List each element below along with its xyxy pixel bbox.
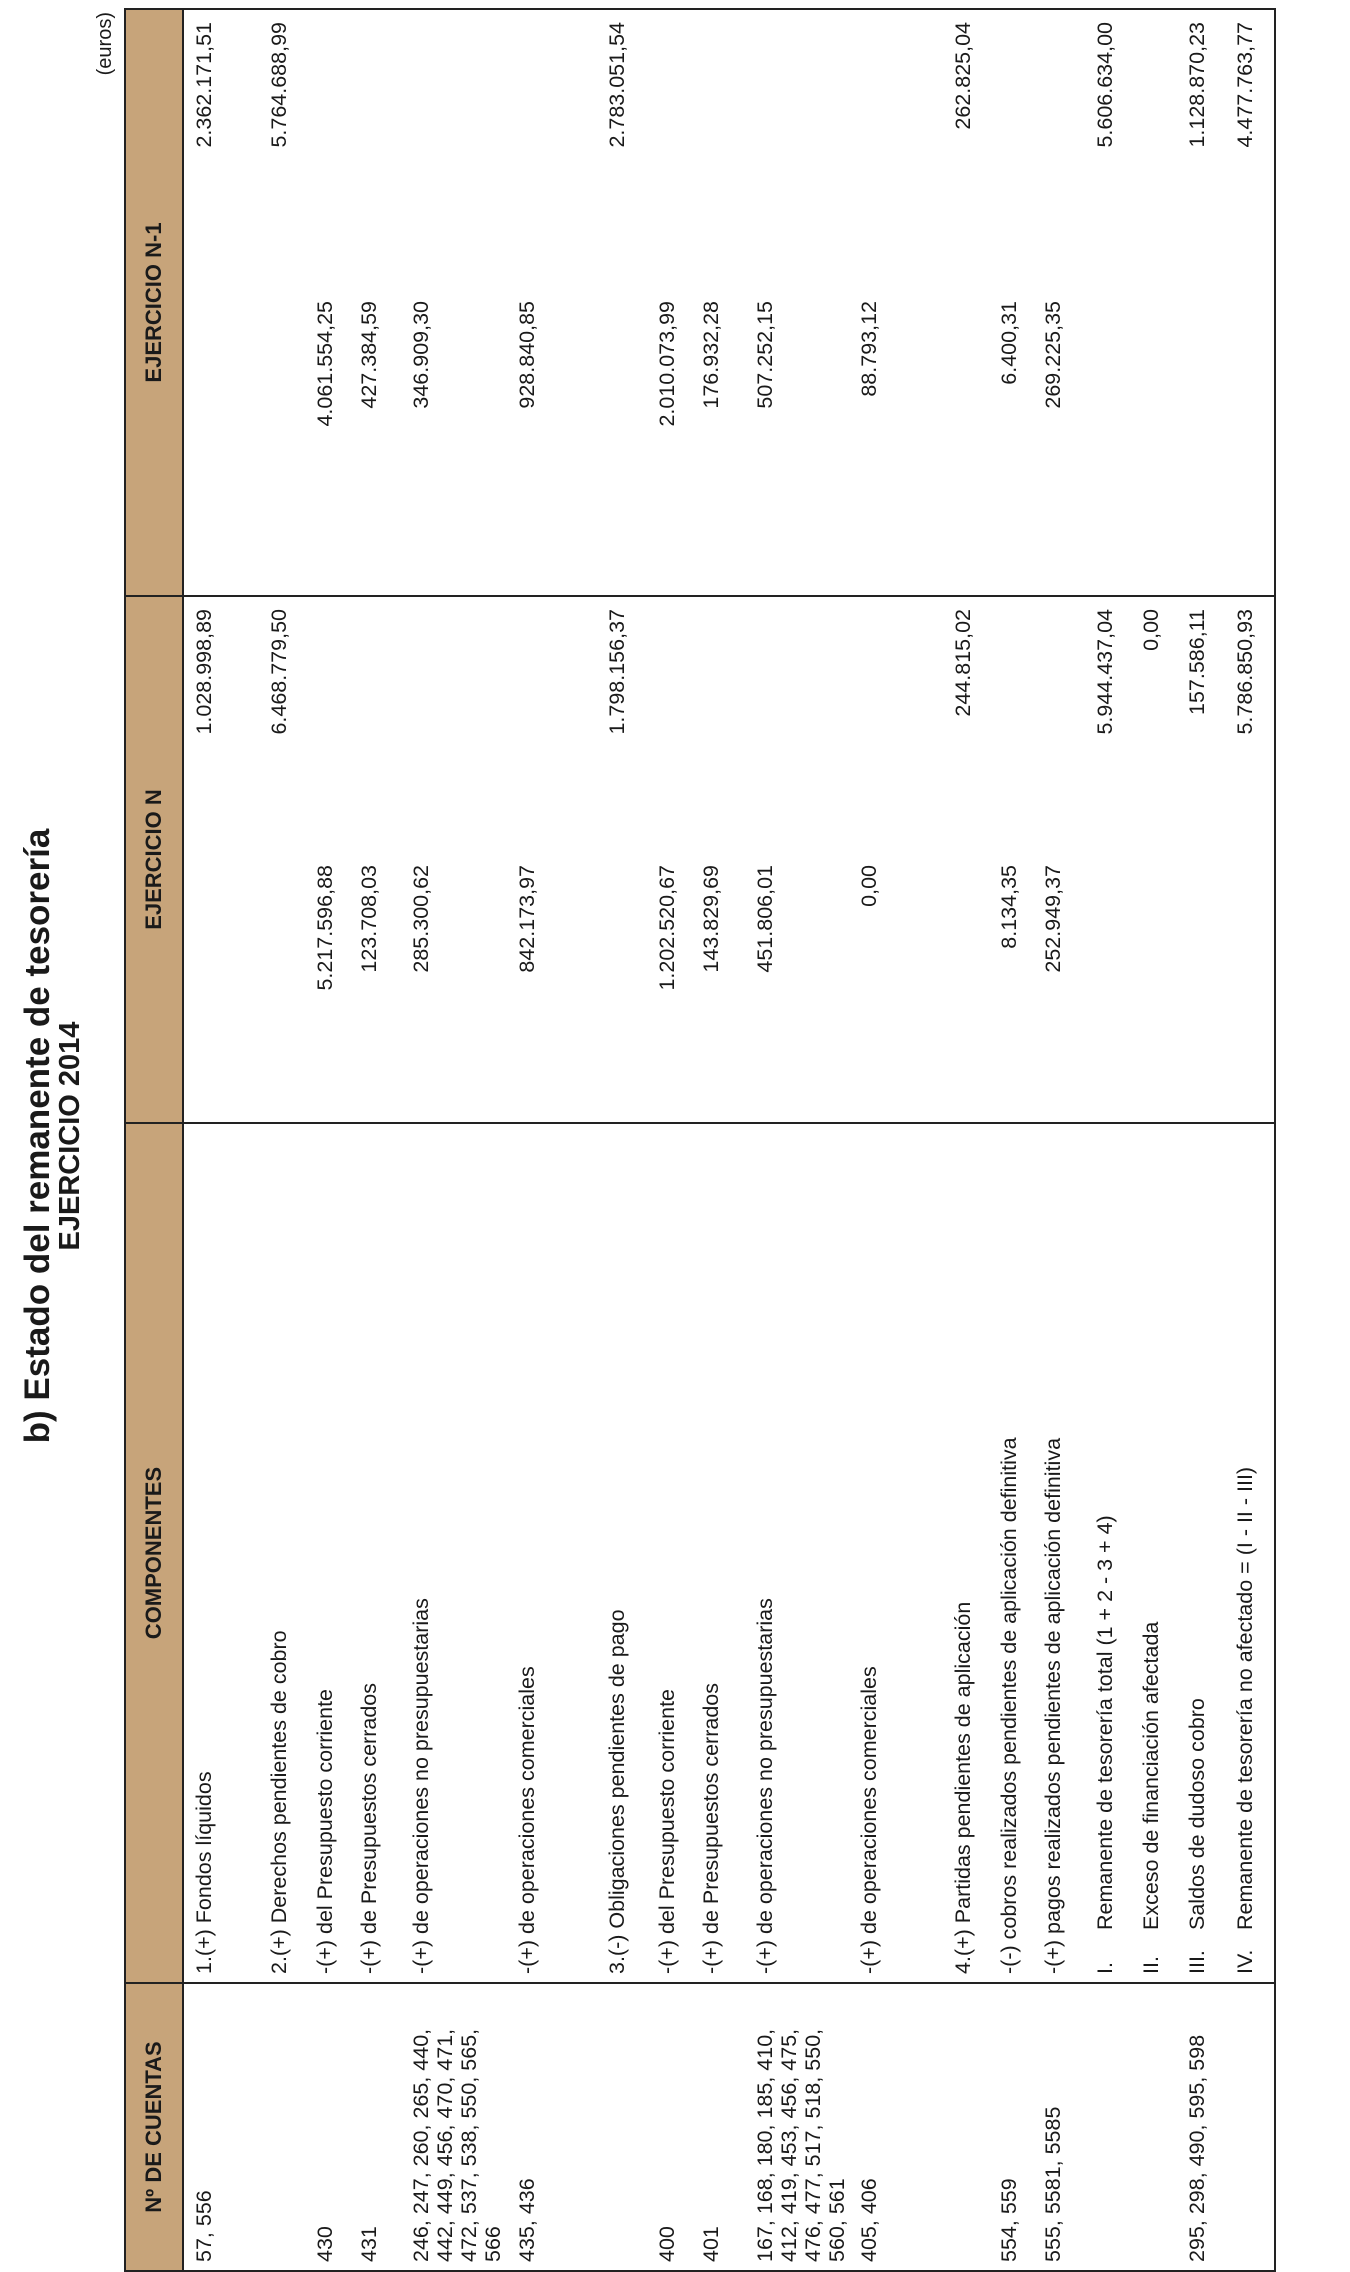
account-numbers-cell: 430 xyxy=(305,1983,349,2271)
ejercicio-n1-detail-cell xyxy=(943,289,989,596)
component-cell xyxy=(1033,1123,1085,1983)
roman-numeral: IV. xyxy=(1233,1949,1257,1974)
document-subtitle: EJERCICIO 2014 xyxy=(54,1021,86,1251)
ejercicio-n-detail-cell xyxy=(1131,853,1177,1123)
ejercicio-n1-total-cell xyxy=(691,9,745,289)
ejercicio-n-total-cell: 5.944.437,04 xyxy=(1085,596,1131,853)
account-numbers-cell xyxy=(1225,1983,1275,2271)
table-row xyxy=(745,9,849,2271)
ejercicio-n1-total-cell xyxy=(1131,9,1177,289)
ejercicio-n1-detail-cell: 176.932,28 xyxy=(699,301,723,409)
table-row xyxy=(849,9,943,2271)
table-row xyxy=(691,9,745,2271)
ejercicio-n-detail-cell xyxy=(259,853,305,1123)
account-numbers-cell xyxy=(259,1983,305,2271)
account-numbers-cell xyxy=(943,1983,989,2271)
ejercicio-n-detail-cell: 143.829,69 xyxy=(699,865,723,973)
ejercicio-n1-total-cell xyxy=(989,9,1033,289)
table-row xyxy=(597,9,647,2271)
component-label: -(+) de operaciones no presupuestarias xyxy=(753,1598,777,1974)
component-label: -(+) de Presupuestos cerrados xyxy=(357,1683,381,1974)
ejercicio-n1-total-cell: 4.477.763,77 xyxy=(1225,9,1275,289)
component-cell xyxy=(1085,1123,1131,1983)
account-numbers-cell xyxy=(1085,1983,1131,2271)
ejercicio-n1-total-cell xyxy=(1033,9,1085,289)
component-cell xyxy=(507,1123,597,1983)
component-label: -(+) del Presupuesto corriente xyxy=(655,1688,679,1974)
account-numbers-cell: 431 xyxy=(349,1983,401,2271)
table-row xyxy=(401,9,507,2271)
account-numbers-cell xyxy=(597,1983,647,2271)
ejercicio-n-detail-cell: 451.806,01 xyxy=(753,865,777,973)
table-row xyxy=(183,9,259,2271)
ejercicio-n-detail-cell xyxy=(183,853,259,1123)
component-label: 3.(-) Obligaciones pendientes de pago xyxy=(605,1609,629,1974)
ejercicio-n-total-cell xyxy=(691,596,745,853)
account-numbers-cell: 435, 436 xyxy=(507,1983,597,2271)
component-cell xyxy=(597,1123,647,1983)
table-row xyxy=(1131,9,1177,2271)
ejercicio-n1-detail-cell xyxy=(1131,289,1177,596)
component-label: Exceso de financiación afectada xyxy=(1139,1621,1163,1930)
ejercicio-n1-total-cell xyxy=(849,9,943,289)
ejercicio-n1-total-cell xyxy=(349,9,401,289)
component-cell xyxy=(989,1123,1033,1983)
ejercicio-n1-detail-cell: 4.061.554,25 xyxy=(313,301,337,427)
component-cell xyxy=(183,1123,259,1983)
account-numbers-cell: 57, 556 xyxy=(183,1983,259,2271)
ejercicio-n1-detail-cell: 2.010.073,99 xyxy=(655,301,679,427)
ejercicio-n-detail-cell xyxy=(1225,853,1275,1123)
account-numbers-cell: 401 xyxy=(691,1983,745,2271)
component-label: -(+) de operaciones no presupuestarias xyxy=(409,1598,433,1974)
ejercicio-n-total-cell: 1.798.156,37 xyxy=(597,596,647,853)
account-numbers-cell: 405, 406 xyxy=(849,1983,943,2271)
ejercicio-n1-detail-cell xyxy=(1177,289,1225,596)
ejercicio-n1-total-cell xyxy=(745,9,849,289)
ejercicio-n-total-cell xyxy=(349,596,401,853)
header-ejercicio-n1: EJERCICIO N-1 xyxy=(125,9,183,596)
roman-numeral: II. xyxy=(1139,1956,1163,1974)
roman-numeral: I. xyxy=(1093,1962,1117,1974)
remanente-table xyxy=(124,8,1276,2272)
ejercicio-n1-total-cell: 2.362.171,51 xyxy=(183,9,259,289)
table-row xyxy=(647,9,691,2271)
table-row xyxy=(989,9,1033,2271)
table-body xyxy=(183,9,1275,2271)
ejercicio-n1-total-cell xyxy=(507,9,597,289)
component-cell xyxy=(691,1123,745,1983)
table-row xyxy=(1177,9,1225,2271)
ejercicio-n1-total-cell xyxy=(401,9,507,289)
ejercicio-n1-total-cell: 5.764.688,99 xyxy=(259,9,305,289)
component-cell xyxy=(647,1123,691,1983)
ejercicio-n-detail-cell: 252.949,37 xyxy=(1041,865,1065,973)
component-label: Remanente de tesorería no afectado = (I - II - III) xyxy=(1233,1466,1257,1930)
component-label: -(+) de Presupuestos cerrados xyxy=(699,1683,723,1974)
component-cell xyxy=(745,1123,849,1983)
account-numbers-cell xyxy=(1131,1983,1177,2271)
component-cell xyxy=(1131,1123,1177,1983)
ejercicio-n-total-cell: 157.586,11 xyxy=(1177,596,1225,853)
ejercicio-n1-detail-cell xyxy=(1085,289,1131,596)
component-cell xyxy=(259,1123,305,1983)
document-title: b) Estado del remanente de tesorería xyxy=(18,828,57,1444)
ejercicio-n-detail-cell: 0,00 xyxy=(857,865,881,907)
ejercicio-n-total-cell xyxy=(507,596,597,853)
ejercicio-n-detail-cell: 8.134,35 xyxy=(997,865,1021,949)
ejercicio-n-total-cell xyxy=(989,596,1033,853)
component-cell xyxy=(305,1123,349,1983)
ejercicio-n-total-cell: 5.786.850,93 xyxy=(1225,596,1275,853)
header-cuentas: Nº DE CUENTAS xyxy=(125,1983,183,2271)
table-row xyxy=(259,9,305,2271)
ejercicio-n1-detail-cell: 88.793,12 xyxy=(857,301,881,397)
component-cell xyxy=(849,1123,943,1983)
ejercicio-n-detail-cell: 842.173,97 xyxy=(515,865,539,973)
ejercicio-n-detail-cell xyxy=(597,853,647,1123)
account-numbers-cell: 167, 168, 180, 185, 410, 412, 419, 453, 456, 475, 476, 477, 517, 518, 550, 560, 561 xyxy=(745,1983,849,2271)
component-label: -(-) cobros realizados pendientes de aplicación definitiva xyxy=(997,1437,1021,1974)
units-label: (euros) xyxy=(94,12,116,76)
component-label: Saldos de dudoso cobro xyxy=(1185,1698,1209,1930)
ejercicio-n-total-cell: 6.468.779,50 xyxy=(259,596,305,853)
roman-numeral: III. xyxy=(1185,1950,1209,1974)
ejercicio-n-detail-cell: 123.708,03 xyxy=(357,865,381,973)
table-row xyxy=(1085,9,1131,2271)
ejercicio-n-total-cell: 1.028.998,89 xyxy=(183,596,259,853)
component-label: -(+) de operaciones comerciales xyxy=(515,1666,539,1974)
ejercicio-n1-total-cell: 5.606.634,00 xyxy=(1085,9,1131,289)
ejercicio-n1-detail-cell: 269.225,35 xyxy=(1041,301,1065,409)
ejercicio-n-detail-cell xyxy=(1177,853,1225,1123)
component-label: -(+) pagos realizados pendientes de aplicación definitiva xyxy=(1041,1437,1065,1974)
ejercicio-n1-detail-cell: 6.400,31 xyxy=(997,301,1021,385)
account-numbers-cell: 400 xyxy=(647,1983,691,2271)
table-row xyxy=(1033,9,1085,2271)
component-label: 2.(+) Derechos pendientes de cobro xyxy=(267,1630,291,1974)
table-row xyxy=(1225,9,1275,2271)
ejercicio-n1-detail-cell: 507.252,15 xyxy=(753,301,777,409)
table-row xyxy=(507,9,597,2271)
component-cell xyxy=(401,1123,507,1983)
header-componentes: COMPONENTES xyxy=(125,1123,183,1983)
header-ejercicio-n: EJERCICIO N xyxy=(125,596,183,1123)
ejercicio-n-detail-cell: 1.202.520,67 xyxy=(655,865,679,991)
account-numbers-cell: 554, 559 xyxy=(989,1983,1033,2271)
ejercicio-n-total-cell: 244.815,02 xyxy=(943,596,989,853)
component-cell xyxy=(1177,1123,1225,1983)
ejercicio-n1-detail-cell xyxy=(259,289,305,596)
account-numbers-cell: 555, 5581, 5585 xyxy=(1033,1983,1085,2271)
component-label: 1.(+) Fondos líquidos xyxy=(192,1771,216,1974)
ejercicio-n1-total-cell: 1.128.870,23 xyxy=(1177,9,1225,289)
component-cell xyxy=(943,1123,989,1983)
table-row xyxy=(943,9,989,2271)
ejercicio-n1-detail-cell: 346.909,30 xyxy=(409,301,433,409)
component-label: -(+) de operaciones comerciales xyxy=(857,1666,881,1974)
ejercicio-n1-total-cell: 2.783.051,54 xyxy=(597,9,647,289)
account-numbers-cell: 295, 298, 490, 595, 598 xyxy=(1177,1983,1225,2271)
ejercicio-n-detail-cell xyxy=(943,853,989,1123)
ejercicio-n-total-cell xyxy=(1033,596,1085,853)
ejercicio-n1-total-cell xyxy=(305,9,349,289)
ejercicio-n1-detail-cell: 928.840,85 xyxy=(515,301,539,409)
component-cell xyxy=(1225,1123,1275,1983)
ejercicio-n1-total-cell xyxy=(647,9,691,289)
table-row xyxy=(349,9,401,2271)
ejercicio-n1-detail-cell xyxy=(1225,289,1275,596)
ejercicio-n-total-cell xyxy=(647,596,691,853)
ejercicio-n1-detail-cell: 427.384,59 xyxy=(357,301,381,409)
ejercicio-n-total-cell xyxy=(849,596,943,853)
ejercicio-n-total-cell: 0,00 xyxy=(1131,596,1177,853)
ejercicio-n-detail-cell: 285.300,62 xyxy=(409,865,433,973)
ejercicio-n1-total-cell: 262.825,04 xyxy=(943,9,989,289)
component-label: Remanente de tesorería total (1 + 2 - 3 + 4) xyxy=(1093,1515,1117,1930)
ejercicio-n1-detail-cell xyxy=(183,289,259,596)
account-numbers-cell: 246, 247, 260, 265, 440, 442, 449, 456, 470, 471, 472, 537, 538, 550, 565, 566 xyxy=(401,1983,507,2271)
ejercicio-n-total-cell xyxy=(305,596,349,853)
ejercicio-n-detail-cell xyxy=(1085,853,1131,1123)
ejercicio-n1-detail-cell xyxy=(597,289,647,596)
component-cell xyxy=(349,1123,401,1983)
ejercicio-n-total-cell xyxy=(401,596,507,853)
component-label: 4.(+) Partidas pendientes de aplicación xyxy=(951,1601,975,1974)
component-label: -(+) del Presupuesto corriente xyxy=(313,1688,337,1974)
table-row xyxy=(305,9,349,2271)
ejercicio-n-detail-cell: 5.217.596,88 xyxy=(313,865,337,991)
ejercicio-n-total-cell xyxy=(745,596,849,853)
